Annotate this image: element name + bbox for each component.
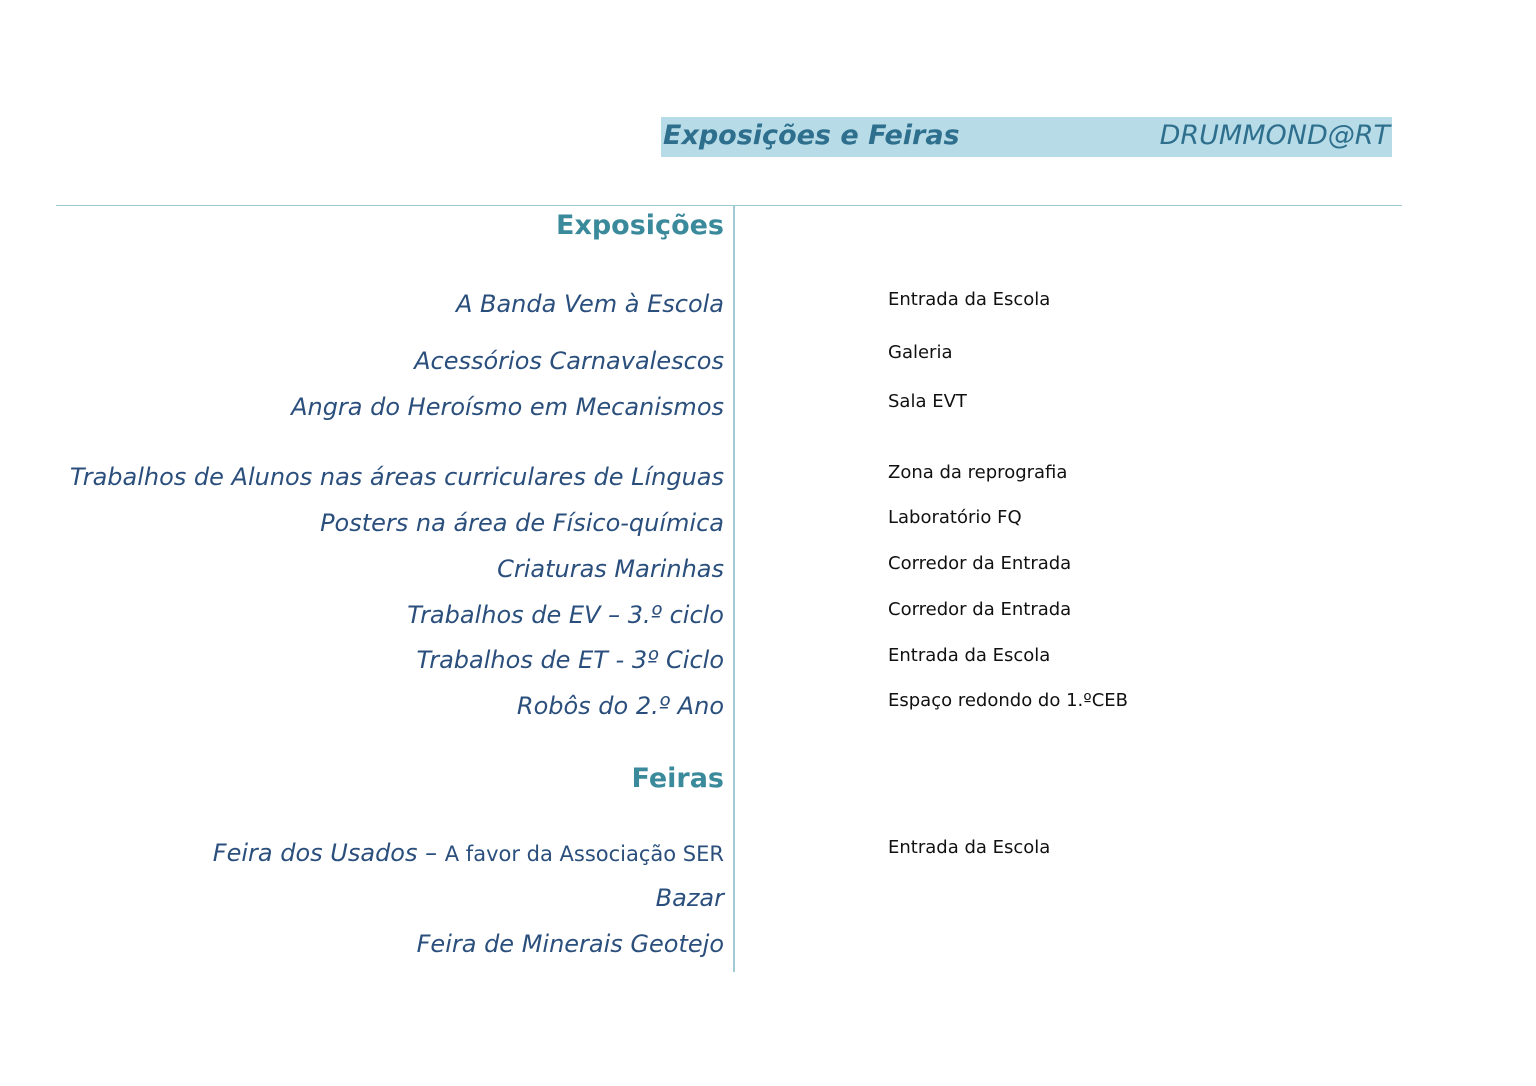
section-heading-exposicoes: Exposições (556, 210, 724, 241)
exhibition-location: Zona da reprografia (888, 462, 1068, 483)
fair-name: Feira de Minerais Geotejo (416, 930, 724, 958)
exhibition-name: Trabalhos de EV – 3.º ciclo (407, 601, 724, 629)
fair-title: Feira dos Usados – (212, 839, 438, 867)
exhibition-location: Corredor da Entrada (888, 553, 1072, 574)
exhibition-name: Trabalhos de ET - 3º Ciclo (416, 646, 724, 674)
exhibition-location: Galeria (888, 342, 953, 363)
column-divider (733, 206, 735, 972)
fair-name (213, 839, 724, 867)
exhibition-name: Acessórios Carnavalescos (414, 347, 724, 375)
exhibition-name: Posters na área de Físico-química (320, 509, 724, 537)
exhibition-location: Entrada da Escola (888, 289, 1051, 310)
exhibition-location: Entrada da Escola (888, 645, 1051, 666)
fair-note: A favor da Associação SER (444, 842, 724, 866)
fair-name: Bazar (655, 884, 724, 912)
exhibition-name: Trabalhos de Alunos nas áreas curriculares de Línguas (69, 463, 724, 491)
fair-location: Entrada da Escola (888, 837, 1051, 858)
exhibition-name: Angra do Heroísmo em Mecanismos (291, 393, 724, 421)
page-title: Exposições e Feiras (663, 120, 960, 151)
exhibition-name: A Banda Vem à Escola (455, 290, 724, 318)
header-divider (56, 205, 1402, 206)
exhibition-name: Criaturas Marinhas (497, 555, 724, 583)
exhibition-location: Espaço redondo do 1.ºCEB (888, 690, 1129, 711)
exhibition-location: Corredor da Entrada (888, 599, 1072, 620)
brand-name: DRUMMOND@RT (1159, 120, 1390, 151)
exhibition-location: Laboratório FQ (888, 507, 1022, 528)
exhibition-location: Sala EVT (888, 391, 967, 412)
exhibition-name: Robôs do 2.º Ano (516, 692, 724, 720)
section-heading-feiras: Feiras (631, 763, 724, 794)
